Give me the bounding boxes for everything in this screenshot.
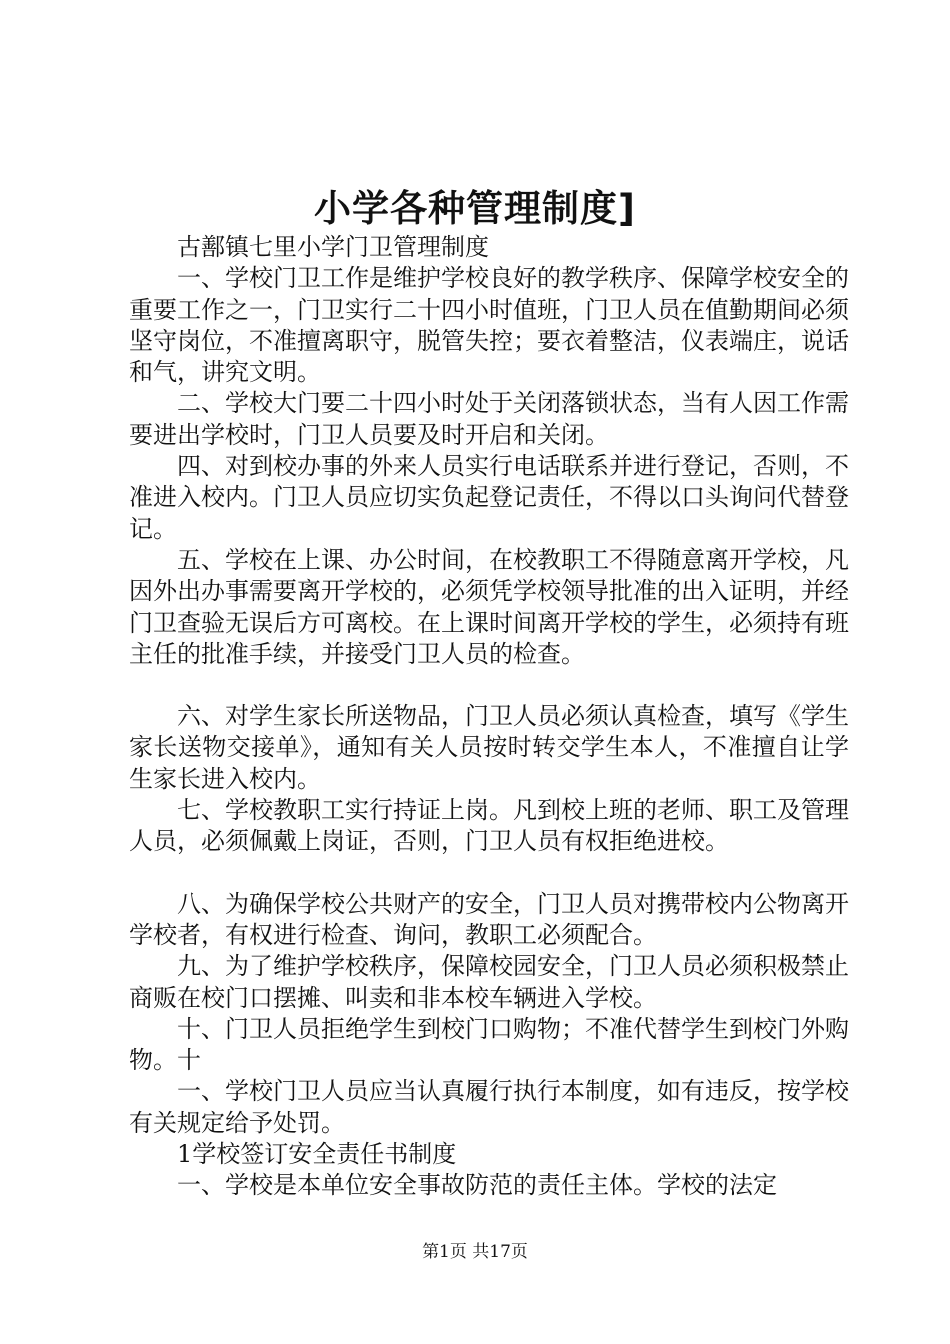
paragraph-7: 七、学校教职工实行持证上岗。凡到校上班的老师、职工及管理人员，必须佩戴上岗证，否则，门卫人员有权拒绝进校。	[129, 796, 849, 856]
paragraph-11: 一、学校门卫人员应当认真履行执行本制度，如有违反，按学校有关规定给予处罚。	[129, 1077, 849, 1137]
document-body	[129, 232, 849, 1202]
section-heading: 1学校签订安全责任书制度	[177, 1140, 457, 1169]
paragraph-10: 十、门卫人员拒绝学生到校门口购物；不准代替学生到校门外购物。十	[129, 1014, 849, 1075]
paragraph-6: 六、对学生家长所送物品，门卫人员必须认真检查，填写《学生家长送物交接单》，通知有关人员按时转交学生本人，不准擅自让学生家长进入校内。	[129, 702, 849, 793]
paragraph-9: 九、为了维护学校秩序，保障校园安全，门卫人员必须积极禁止商贩在校门口摆摊、叫卖和非本校车辆进入学校。	[129, 952, 849, 1012]
paragraph-2: 二、学校大门要二十四小时处于关闭落锁状态，当有人因工作需要进出学校时，门卫人员要及时开启和关闭。	[129, 389, 849, 449]
paragraph-safety-1: 一、学校是本单位安全事故防范的责任主体。学校的法定	[177, 1171, 777, 1200]
paragraph-gap	[129, 858, 849, 889]
page-number-footer: 第1页 共17页	[422, 1242, 528, 1262]
paragraph-1: 一、学校门卫工作是维护学校良好的教学秩序、保障学校安全的重要工作之一，门卫实行二十四小时值班，门卫人员在值勤期间必须坚守岗位，不准擅离职守，脱管失控；要衣着整洁，仪表端庄，说话和气，讲究文明。	[129, 264, 849, 387]
paragraph-4: 四、对到校办事的外来人员实行电话联系并进行登记，否则，不准进入校内。门卫人员应切实负起登记责任，不得以口头询问代替登记。	[129, 452, 849, 543]
paragraph-gap	[129, 670, 849, 701]
paragraph-subtitle: 古鄯镇七里小学门卫管理制度	[177, 233, 489, 261]
document-title: 小学各种管理制度]	[314, 187, 636, 230]
paragraph-5: 五、学校在上课、办公时间，在校教职工不得随意离开学校，凡因外出办事需要离开学校的，必须凭学校领导批准的出入证明，并经门卫查验无误后方可离校。在上课时间离开学校的学生，必须持有班主任的批准手续，并接受门卫人员的检查。	[129, 545, 849, 668]
paragraph-8: 八、为确保学校公共财产的安全，门卫人员对携带校内公物离开学校者，有权进行检查、询问，教职工必须配合。	[129, 889, 849, 949]
